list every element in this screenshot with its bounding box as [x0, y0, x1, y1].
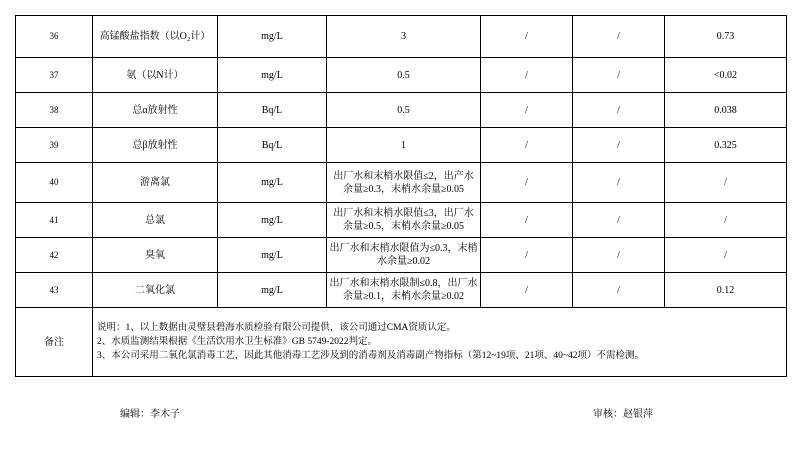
water-quality-table	[15, 15, 787, 377]
value-col-1: /	[481, 93, 573, 128]
table-row	[16, 128, 787, 163]
notes-row	[16, 308, 787, 377]
unit: Bq/L	[218, 93, 327, 128]
test-item: 总β放射性	[93, 128, 218, 163]
value-col-1: /	[481, 203, 573, 238]
value-col-2: /	[573, 163, 665, 203]
test-item: 二氧化氯	[93, 273, 218, 308]
unit: mg/L	[218, 238, 327, 273]
limit-value: 1	[327, 128, 481, 163]
unit: mg/L	[218, 58, 327, 93]
result-value: 0.038	[665, 93, 787, 128]
value-col-1: /	[481, 273, 573, 308]
limit-value: 0.5	[327, 58, 481, 93]
table-row	[16, 203, 787, 238]
row-number: 38	[16, 93, 93, 128]
limit-value: 出厂水和末梢水限值≤2，出产水余量≥0.3，末梢水余量≥0.05	[327, 163, 481, 203]
value-col-2: /	[573, 16, 665, 58]
test-item: 总α放射性	[93, 93, 218, 128]
test-item: 氨（以N计）	[93, 58, 218, 93]
value-col-1: /	[481, 16, 573, 58]
result-value: 0.325	[665, 128, 787, 163]
test-item: 臭氧	[93, 238, 218, 273]
limit-value: 出厂水和末梢水限值为≤0.3，末梢水余量≥0.02	[327, 238, 481, 273]
test-item: 总氯	[93, 203, 218, 238]
editor-signature: 编辑：李木子	[120, 409, 180, 420]
note-line: 3、本公司采用二氧化氯消毒工艺，因此其他消毒工艺涉及到的消毒剂及消毒副产物指标（第12~19项、21项、40~42项）不需检测。	[97, 351, 645, 361]
row-number: 39	[16, 128, 93, 163]
value-col-1: /	[481, 128, 573, 163]
value-col-1: /	[481, 238, 573, 273]
table-row	[16, 238, 787, 273]
table-row	[16, 163, 787, 203]
reviewer-signature: 审核：赵银萍	[593, 409, 653, 420]
value-col-2: /	[573, 203, 665, 238]
result-value: 0.12	[665, 273, 787, 308]
test-item: 高锰酸盐指数（以O₂计）	[93, 16, 218, 58]
value-col-1: /	[481, 58, 573, 93]
unit: mg/L	[218, 163, 327, 203]
value-col-2: /	[573, 238, 665, 273]
note-line: 说明：1、以上数据由灵璧县碧海水质检验有限公司提供，该公司通过CMA资质认定。	[97, 323, 456, 333]
table-row	[16, 273, 787, 308]
table-body	[16, 16, 787, 308]
result-value: /	[665, 238, 787, 273]
row-number: 41	[16, 203, 93, 238]
row-number: 42	[16, 238, 93, 273]
limit-value: 0.5	[327, 93, 481, 128]
row-number: 43	[16, 273, 93, 308]
notes-body	[93, 308, 787, 377]
row-number: 37	[16, 58, 93, 93]
table-row	[16, 16, 787, 58]
unit: mg/L	[218, 203, 327, 238]
unit: mg/L	[218, 16, 327, 58]
limit-value: 出厂水和末梢水限值≤3，出厂水余量≥0.5，末梢水余量≥0.05	[327, 203, 481, 238]
result-value: 0.73	[665, 16, 787, 58]
table-row	[16, 58, 787, 93]
result-value: /	[665, 203, 787, 238]
value-col-2: /	[573, 93, 665, 128]
test-item: 游离氯	[93, 163, 218, 203]
unit: Bq/L	[218, 128, 327, 163]
value-col-1: /	[481, 163, 573, 203]
result-value: /	[665, 163, 787, 203]
table-row	[16, 93, 787, 128]
note-line: 2、水质监测结果根据《生活饮用水卫生标准》GB 5749-2022判定。	[97, 337, 377, 347]
value-col-2: /	[573, 128, 665, 163]
notes-label: 备注	[16, 308, 93, 377]
value-col-2: /	[573, 273, 665, 308]
unit: mg/L	[218, 273, 327, 308]
row-number: 40	[16, 163, 93, 203]
row-number: 36	[16, 16, 93, 58]
value-col-2: /	[573, 58, 665, 93]
result-value: <0.02	[665, 58, 787, 93]
limit-value: 出厂水和末梢水限制≤0.8，出厂水余量≥0.1，末梢水余量≥0.02	[327, 273, 481, 308]
limit-value: 3	[327, 16, 481, 58]
